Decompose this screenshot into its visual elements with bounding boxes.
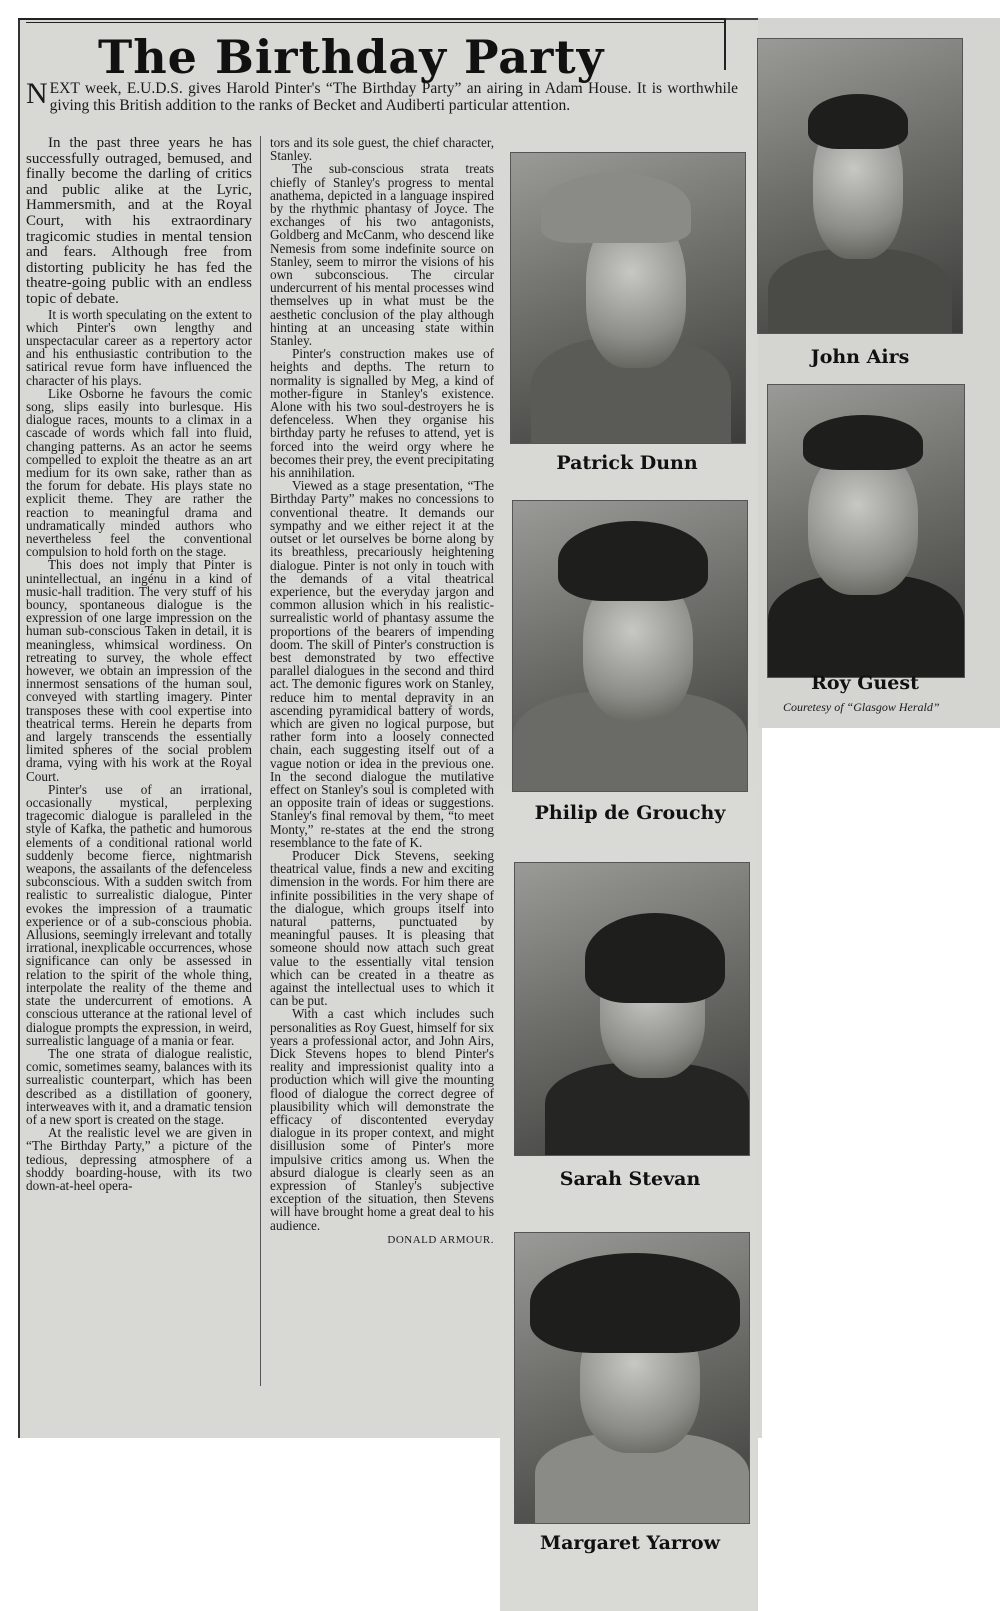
caption-sarah-stevan: Sarah Stevan <box>559 1168 701 1190</box>
paragraph: Producer Dick Stevens, seeking theatrical value, finds a new and exciting dimension in the words. For him there are infinite possibilities in the very shape of the dialogue, which groups itself into natural patterns, punctuated by meaningful pauses. It is pleasing that someone should now attach such great value to the essentially vital tension which can be created in a theatre as against the intellectual uses to which it can be put. <box>270 847 494 1009</box>
headline: The Birthday Party <box>98 30 605 84</box>
intro-paragraph <box>26 77 738 114</box>
caption-patrick-dunn: Patrick Dunn <box>556 452 698 474</box>
photo-patrick-dunn <box>510 152 746 444</box>
top-rule <box>18 18 724 20</box>
photo-roy-guest <box>767 384 965 678</box>
photo-sarah-stevan <box>514 862 750 1156</box>
caption-philip-de-grouchy: Philip de Grouchy <box>534 802 726 824</box>
paragraph: Pinter's construction makes use of heights and depths. The return to normality is signalled by Meg, a kind of mother-figure in Stanley's existence. Alone with his two soul-destroyers he is defenceless. When they organise his birthday party he refuses to attend, yet is forced into the weird orgy where he becomes their prey, the event precipitating his annihilation. <box>270 346 494 481</box>
photo-philip-de-grouchy <box>512 500 748 792</box>
photo-john-airs <box>757 38 963 334</box>
paragraph: With a cast which includes such personalities as Roy Guest, himself for six years a professional actor, and John Airs, Dick Stevens hopes to blend Pinter's reality and impressionist quality into a production which will give the mounting flood of dialogue the correct degree of plausibility which will demonstrate the efficacy of discontented everyday dialogue in its proper context, and might disillusion some of Pinter's more impulsive critics among us. When the absurd dialogue is clearly seen as an expression of Stanley's subjective exception of the situation, then Stevens will have brought home a great deal to his audience. <box>270 1006 494 1233</box>
caption-margaret-yarrow: Margaret Yarrow <box>540 1532 720 1554</box>
intro-text: EXT week, E.U.D.S. gives Harold Pinter's “The Birthday Party” an airing in Adam House. It is worthwhile giving this British addition to the ranks of Becket and Audiberti particular attention. <box>49 80 738 114</box>
author-signature: DONALD ARMOUR. <box>387 1233 494 1246</box>
paragraph: The sub-conscious strata treats chiefly of Stanley's progress to mental anathema, depicted in a language inspired by the rhythmic phantasy of Joyce. The exchanges of his two antagonists, Goldberg and McCanm, who descend like Nemesis from some indefinite source on Stanley, seem to mirror the visions of his own subconscious. The circular undercurrent of his mental processes wind themselves up in what must be the aesthetic conclusion of the play although hinting at an unceasing state within Stanley. <box>270 161 494 349</box>
paragraph: At the realistic level we are given in “The Birthday Party,” a picture of the tedious, depressing atmosphere of a shoddy boarding-house, with its two down-at-heel opera- <box>26 1125 252 1193</box>
column-rule <box>260 136 261 1386</box>
caption-john-airs: John Airs <box>810 346 910 368</box>
drop-cap: N <box>26 77 48 110</box>
paragraph: Viewed as a stage presentation, “The Birthday Party” makes no concessions to conventional theatre. It demands our sympathy and we either reject it at the outset or let ourselves be borne along by its breathless, precariously heightening dialogue. Pinter is not only in touch with the demands of a vital theatrical experience, but the everyday jargon and common allusion which in his realistic-surrealistic world of phantasy assume the proportions of the bearers of impending doom. The skill of Pinter's construction is best demonstrated by two effective parallel dialogues in the second and third act. The demonic figures work on Stanley, reduce him to mental depravity in an ascending pyramidical battery of words, which are given no logical purpose, but rather form into a loosely connected chain, each suggesting itself out of a vague notion or idea in the previous one. In the second dialogue the mutilative effect on Stanley's soul is completed with an opposite train of ideas or suggestions. Stanley's final removal by them, “to meet Monty,” re-states at the end the strong resemblance to the fate of K. <box>270 478 494 850</box>
side-rule <box>724 18 726 70</box>
paragraph: Like Osborne he favours the comic song, slips easily into burlesque. His dialogue races, mounts to a climax in a cascade of words which fall into fluid, changing patterns. As an actor he seems compelled to exploit the theatre as an art medium for its own sake, rather than as the forum for debate. His plays state no explicit theme. They are rather the reaction to meaningful drama and undramatically minded authors who nevertheless feel the conventional compulsion to hold forth on the stage. <box>26 385 252 560</box>
paragraph: It is worth speculating on the extent to which Pinter's own lengthy and unspectacular career as a repertory actor and his enthusiastic contribution to the satirical revue form have influenced the character of his plays. <box>26 306 252 388</box>
photo-credit: Couretesy of “Glasgow Herald” <box>783 700 940 714</box>
paragraph: tors and its sole guest, the chief character, Stanley. <box>270 135 494 164</box>
article-column-2 <box>270 136 494 1247</box>
top-rule-inner <box>26 22 724 23</box>
paragraph: The one strata of dialogue realistic, comic, sometimes seamy, balances with its surrealistic counterpart, which has been described as a distillation of goonery, interweaves with it, and a dramatic tension of a new sport is created on the stage. <box>26 1045 252 1127</box>
paragraph: This does not imply that Pinter is unintellectual, an ingénu in a kind of music-hall tradition. The very stuff of his bouncy, spontaneous dialogue is the expression of one large impression on the human sub-conscious Taken in detail, it is meaningless, whimsical wordiness. On retreating to survey, the whole effect however, we obtain an impression of the innermost sensations of the human soul, conveyed with startling imagery. Pinter transposes these with cool expertise into theatrical terms. Herein he departs from and largely transcends the essentially limited spheres of the social problem drama, vying with his work at the Royal Court. <box>26 557 252 784</box>
photo-margaret-yarrow <box>514 1232 750 1524</box>
caption-roy-guest: Roy Guest <box>811 672 919 694</box>
paragraph: In the past three years he has successfully outraged, bemused, and finally become the darling of critics and public alike at the Lyric, Hammersmith, and at the Royal Court, with his extraordinary tragicomic studies in mental tension and fears. Although free from distorting publicity he has fed the theatre-going public with an endless topic of debate. <box>26 135 252 307</box>
article-column-1 <box>26 136 252 1192</box>
paragraph: Pinter's use of an irrational, occasionally mystical, perplexing tragecomic dialogue is paralleled in the style of Kafka, the pathetic and humorous elements of a conditional rational world suddenly become fierce, nightmarish weapons, the assailants of the defenceless subconscious. With a sudden switch from realistic to surrealistic dialogue, Pinter evokes the impression of a traumatic experience or of a sub-conscious phobia. Allusions, seemingly irrelevant and totally irrational, inexplicable occurrences, whose significance can only be assessed in relation to the spirit of the whole thing, interpolate the reality of the theme and state the undercurrent of emotions. A conscious utterance at the rational level of dialogue prompts the expression, in weird, surrealistic language of a mania or fear. <box>26 781 252 1048</box>
